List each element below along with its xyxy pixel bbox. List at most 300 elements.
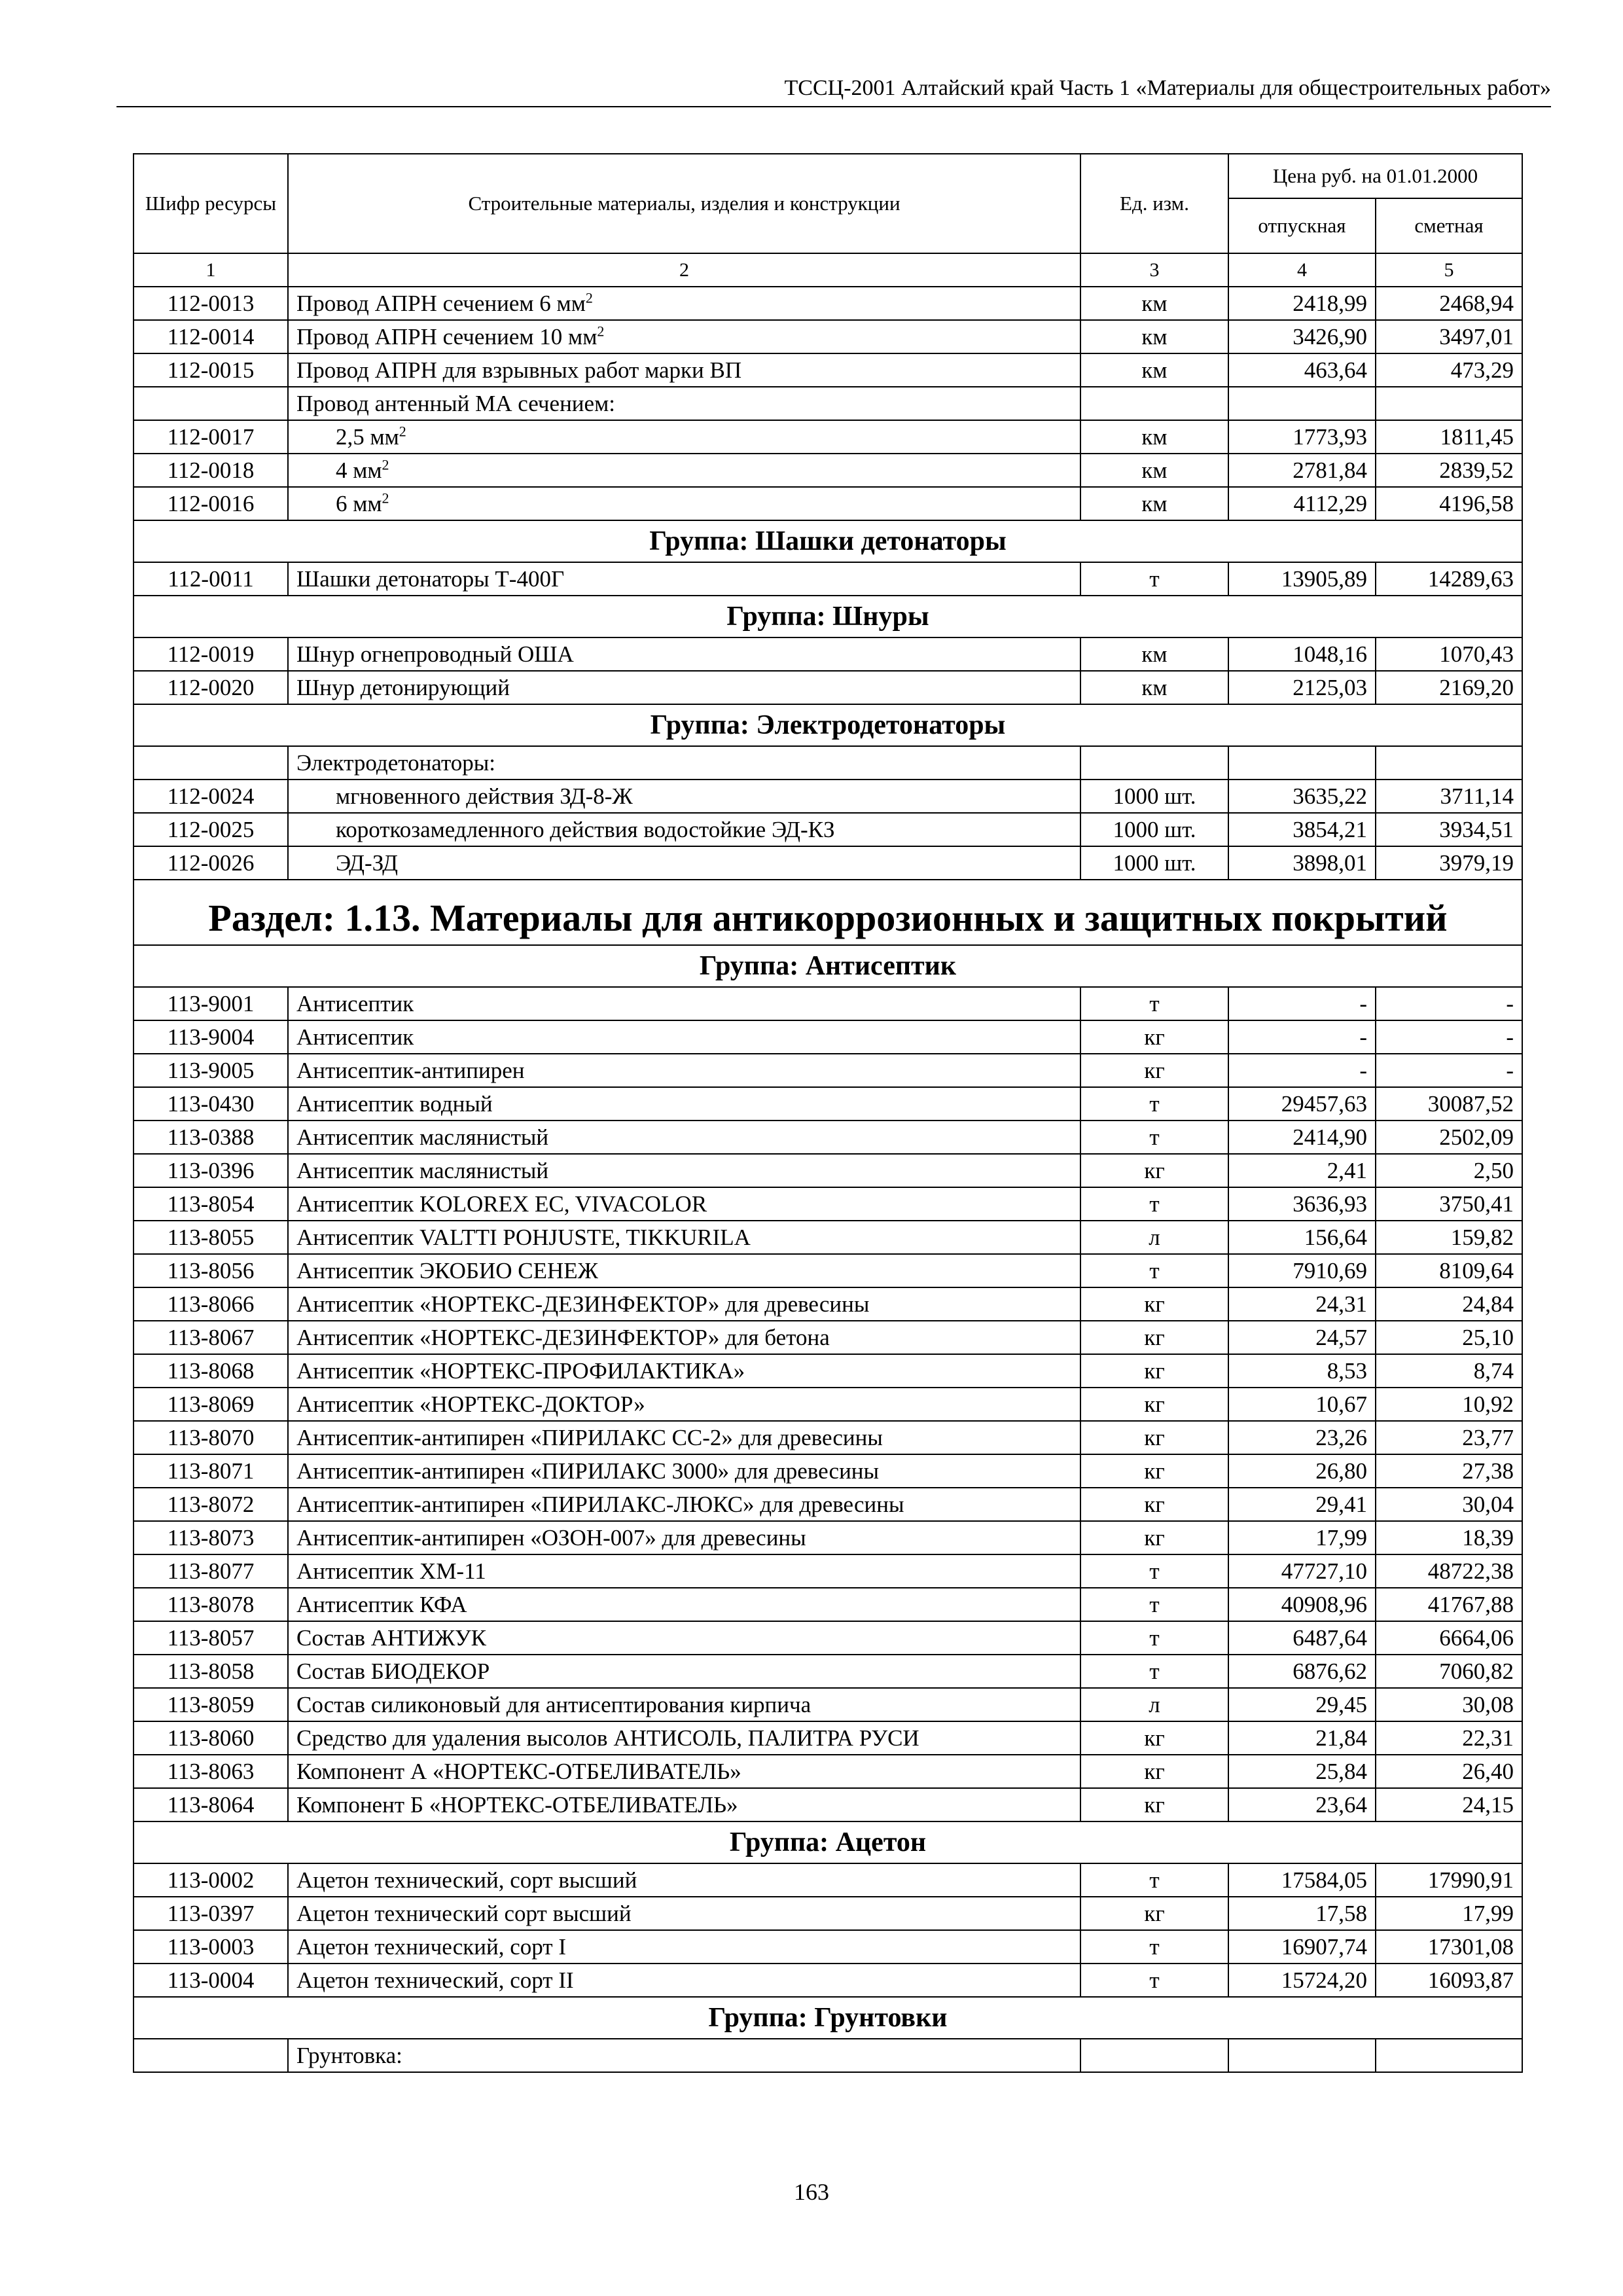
resource-code: 113-8070: [134, 1421, 288, 1454]
resource-code: 112-0014: [134, 320, 288, 353]
price-wholesale: [1228, 746, 1376, 780]
price-estimate: [1376, 746, 1522, 780]
price-estimate: 18,39: [1376, 1521, 1522, 1554]
unit-exponent: 2: [382, 490, 389, 507]
resource-code: 113-0002: [134, 1863, 288, 1897]
price-estimate: 23,77: [1376, 1421, 1522, 1454]
table-row: [134, 1421, 1522, 1454]
resource-code: 112-0013: [134, 287, 288, 320]
table-row: [134, 454, 1522, 487]
price-wholesale: 2125,03: [1228, 671, 1376, 704]
section-title: Раздел: 1.13. Материалы для антикоррозионных и защитных покрытий: [134, 880, 1522, 945]
unit: км: [1080, 420, 1228, 454]
material-name: Антисептик «НОРТЕКС-ДЕЗИНФЕКТОР» для бетона: [288, 1321, 1080, 1354]
unit: кг: [1080, 1154, 1228, 1187]
table-row: [134, 562, 1522, 596]
table-row: [134, 1897, 1522, 1930]
material-name: Провод АПРН для взрывных работ марки ВП: [288, 353, 1080, 387]
material-name: Антисептик-антипирен «ОЗОН-007» для древесины: [288, 1521, 1080, 1554]
table-row: [134, 1788, 1522, 1821]
running-header: ТССЦ-2001 Алтайский край Часть 1 «Материалы для общестроительных работ»: [116, 71, 1551, 107]
resource-code: 113-9004: [134, 1020, 288, 1054]
price-estimate: 7060,82: [1376, 1655, 1522, 1688]
price-wholesale: 40908,96: [1228, 1588, 1376, 1621]
price-wholesale: -: [1228, 1020, 1376, 1054]
unit-exponent: 2: [399, 423, 406, 440]
material-name: Антисептик-антипирен «ПИРИЛАКС 3000» для древесины: [288, 1454, 1080, 1488]
table-row: [134, 780, 1522, 813]
table-row: [134, 287, 1522, 320]
material-name: Антисептик-антипирен «ПИРИЛАКС-ЛЮКС» для древесины: [288, 1488, 1080, 1521]
resource-code: 113-0397: [134, 1897, 288, 1930]
resource-code: 113-0396: [134, 1154, 288, 1187]
unit: т: [1080, 1187, 1228, 1221]
unit: [1080, 2039, 1228, 2072]
table-row: [134, 1721, 1522, 1755]
price-estimate: 3979,19: [1376, 846, 1522, 880]
price-wholesale: [1228, 387, 1376, 420]
unit: [1080, 387, 1228, 420]
table-row: [134, 1554, 1522, 1588]
price-estimate: 2,50: [1376, 1154, 1522, 1187]
price-wholesale: 13905,89: [1228, 562, 1376, 596]
table-row: [134, 1655, 1522, 1688]
unit: кг: [1080, 1354, 1228, 1388]
price-estimate: 159,82: [1376, 1221, 1522, 1254]
material-name-text: Провод АПРН сечением 6 мм: [296, 291, 586, 316]
unit: л: [1080, 1221, 1228, 1254]
price-estimate: 14289,63: [1376, 562, 1522, 596]
unit: кг: [1080, 1721, 1228, 1755]
unit: кг: [1080, 1488, 1228, 1521]
material-name: короткозамедленного действия водостойкие ЭД-КЗ: [288, 813, 1080, 846]
resource-code: 112-0017: [134, 420, 288, 454]
unit: т: [1080, 1087, 1228, 1121]
price-estimate: 27,38: [1376, 1454, 1522, 1488]
unit: л: [1080, 1688, 1228, 1721]
material-name: Ацетон технический, сорт I: [288, 1930, 1080, 1964]
material-name: Электродетонаторы:: [288, 746, 1080, 780]
price-wholesale: 29,45: [1228, 1688, 1376, 1721]
table-row: [134, 1054, 1522, 1087]
resource-code: 113-9001: [134, 987, 288, 1020]
unit: т: [1080, 1121, 1228, 1154]
price-estimate: 6664,06: [1376, 1621, 1522, 1655]
table-row: [134, 1321, 1522, 1354]
column-number: 5: [1376, 253, 1522, 287]
material-name: Антисептик: [288, 1020, 1080, 1054]
table-row: [134, 2039, 1522, 2072]
price-estimate: 4196,58: [1376, 487, 1522, 520]
unit: т: [1080, 1863, 1228, 1897]
price-wholesale: 463,64: [1228, 353, 1376, 387]
price-estimate: 473,29: [1376, 353, 1522, 387]
resource-code: 113-8059: [134, 1688, 288, 1721]
material-name: Антисептик-антипирен: [288, 1054, 1080, 1087]
table-row: [134, 813, 1522, 846]
price-estimate: 3497,01: [1376, 320, 1522, 353]
unit: км: [1080, 353, 1228, 387]
price-table: [133, 153, 1523, 2073]
unit: т: [1080, 1655, 1228, 1688]
resource-code: 112-0016: [134, 487, 288, 520]
price-wholesale: 1048,16: [1228, 637, 1376, 671]
price-estimate: 1070,43: [1376, 637, 1522, 671]
group-title: Группа: Антисептик: [134, 945, 1522, 987]
price-estimate: 2502,09: [1376, 1121, 1522, 1154]
unit: кг: [1080, 1755, 1228, 1788]
price-estimate: 24,15: [1376, 1788, 1522, 1821]
price-estimate: 1811,45: [1376, 420, 1522, 454]
unit-exponent: 2: [585, 289, 593, 306]
material-name-text: 6 мм: [336, 491, 382, 516]
price-wholesale: 2781,84: [1228, 454, 1376, 487]
material-name: Антисептик-антипирен «ПИРИЛАКС СС-2» для древесины: [288, 1421, 1080, 1454]
resource-code: 112-0026: [134, 846, 288, 880]
material-name: Антисептик «НОРТЕКС-ДОКТОР»: [288, 1388, 1080, 1421]
material-name: Ацетон технический сорт высший: [288, 1897, 1080, 1930]
column-number: 1: [134, 253, 288, 287]
unit: км: [1080, 320, 1228, 353]
price-estimate: 8109,64: [1376, 1254, 1522, 1287]
price-estimate: 3750,41: [1376, 1187, 1522, 1221]
table-row: [134, 1254, 1522, 1287]
table-row: [134, 487, 1522, 520]
resource-code: 113-8072: [134, 1488, 288, 1521]
table-row: [134, 1930, 1522, 1964]
unit: км: [1080, 671, 1228, 704]
price-wholesale: 24,31: [1228, 1287, 1376, 1321]
price-wholesale: 17584,05: [1228, 1863, 1376, 1897]
price-wholesale: 23,26: [1228, 1421, 1376, 1454]
table-row: [134, 1121, 1522, 1154]
column-numbers-row: [134, 253, 1522, 287]
price-estimate: 2169,20: [1376, 671, 1522, 704]
price-estimate: 16093,87: [1376, 1964, 1522, 1997]
material-name: Антисептик: [288, 987, 1080, 1020]
unit: кг: [1080, 1321, 1228, 1354]
material-name: Антисептик КФА: [288, 1588, 1080, 1621]
table-header: [134, 154, 1522, 287]
unit: т: [1080, 1554, 1228, 1588]
resource-code: 112-0011: [134, 562, 288, 596]
material-name: Антисептик «НОРТЕКС-ДЕЗИНФЕКТОР» для древесины: [288, 1287, 1080, 1321]
resource-code: 113-8071: [134, 1454, 288, 1488]
price-wholesale: -: [1228, 1054, 1376, 1087]
table-row: [134, 637, 1522, 671]
price-wholesale: 23,64: [1228, 1788, 1376, 1821]
resource-code: 113-0003: [134, 1930, 288, 1964]
material-name: Антисептик ЭКОБИО СЕНЕЖ: [288, 1254, 1080, 1287]
price-wholesale: 4112,29: [1228, 487, 1376, 520]
table-row: [134, 1221, 1522, 1254]
unit: т: [1080, 987, 1228, 1020]
price-wholesale: 3635,22: [1228, 780, 1376, 813]
unit: кг: [1080, 1454, 1228, 1488]
resource-code: 113-8056: [134, 1254, 288, 1287]
price-estimate: 17301,08: [1376, 1930, 1522, 1964]
unit: км: [1080, 454, 1228, 487]
material-name: [288, 420, 1080, 454]
material-name: ЭД-ЗД: [288, 846, 1080, 880]
material-name: Состав силиконовый для антисептирования кирпича: [288, 1688, 1080, 1721]
table-row: [134, 1454, 1522, 1488]
column-number: 3: [1080, 253, 1228, 287]
price-estimate: 30,04: [1376, 1488, 1522, 1521]
table-row: [134, 1154, 1522, 1187]
unit: 1000 шт.: [1080, 813, 1228, 846]
material-name: Антисептик маслянистый: [288, 1121, 1080, 1154]
price-estimate: [1376, 387, 1522, 420]
price-wholesale: 2,41: [1228, 1154, 1376, 1187]
table-row: [134, 1087, 1522, 1121]
table-body: [134, 287, 1522, 2072]
table-row: [134, 353, 1522, 387]
unit: т: [1080, 1588, 1228, 1621]
group-title: Группа: Шнуры: [134, 596, 1522, 637]
resource-code: 113-8064: [134, 1788, 288, 1821]
resource-code: 113-9005: [134, 1054, 288, 1087]
resource-code: 112-0019: [134, 637, 288, 671]
price-estimate: 17,99: [1376, 1897, 1522, 1930]
group-heading-row: [134, 596, 1522, 637]
table-row: [134, 1621, 1522, 1655]
unit: т: [1080, 1621, 1228, 1655]
column-number: 2: [288, 253, 1080, 287]
material-name: мгновенного действия ЗД-8-Ж: [288, 780, 1080, 813]
table-row: [134, 1354, 1522, 1388]
price-wholesale: 21,84: [1228, 1721, 1376, 1755]
unit: 1000 шт.: [1080, 846, 1228, 880]
price-estimate: 24,84: [1376, 1287, 1522, 1321]
price-wholesale: 6487,64: [1228, 1621, 1376, 1655]
price-wholesale: 8,53: [1228, 1354, 1376, 1388]
price-wholesale: 24,57: [1228, 1321, 1376, 1354]
resource-code: 113-8077: [134, 1554, 288, 1588]
price-wholesale: 2414,90: [1228, 1121, 1376, 1154]
material-name: Компонент Б «НОРТЕКС-ОТБЕЛИВАТЕЛЬ»: [288, 1788, 1080, 1821]
material-name: Шашки детонаторы Т-400Г: [288, 562, 1080, 596]
resource-code: 113-8054: [134, 1187, 288, 1221]
price-wholesale: 3636,93: [1228, 1187, 1376, 1221]
resource-code: 113-8063: [134, 1755, 288, 1788]
resource-code: 113-0388: [134, 1121, 288, 1154]
price-estimate: 17990,91: [1376, 1863, 1522, 1897]
material-name: Ацетон технический, сорт II: [288, 1964, 1080, 1997]
price-wholesale: 156,64: [1228, 1221, 1376, 1254]
unit: т: [1080, 1254, 1228, 1287]
price-wholesale: 29,41: [1228, 1488, 1376, 1521]
material-name-text: Провод АПРН сечением 10 мм: [296, 324, 597, 350]
price-wholesale: 3898,01: [1228, 846, 1376, 880]
resource-code: 112-0018: [134, 454, 288, 487]
price-wholesale: 3854,21: [1228, 813, 1376, 846]
header-unit: Ед. изм.: [1080, 154, 1228, 253]
price-wholesale: 7910,69: [1228, 1254, 1376, 1287]
material-name: Антисептик маслянистый: [288, 1154, 1080, 1187]
group-heading-row: [134, 520, 1522, 562]
table-row: [134, 1521, 1522, 1554]
unit: 1000 шт.: [1080, 780, 1228, 813]
column-number: 4: [1228, 253, 1376, 287]
material-name: Антисептик водный: [288, 1087, 1080, 1121]
header-code: Шифр ресурсы: [134, 154, 288, 253]
price-estimate: 3934,51: [1376, 813, 1522, 846]
resource-code: 113-8057: [134, 1621, 288, 1655]
resource-code: 113-8058: [134, 1655, 288, 1688]
header-price: Цена руб. на 01.01.2000: [1228, 154, 1522, 198]
price-estimate: 2839,52: [1376, 454, 1522, 487]
price-wholesale: 16907,74: [1228, 1930, 1376, 1964]
header-estimate: сметная: [1376, 198, 1522, 253]
table-row: [134, 420, 1522, 454]
material-name: Антисептик «НОРТЕКС-ПРОФИЛАКТИКА»: [288, 1354, 1080, 1388]
price-estimate: 10,92: [1376, 1388, 1522, 1421]
material-name: [288, 287, 1080, 320]
resource-code: 113-0004: [134, 1964, 288, 1997]
material-name: [288, 487, 1080, 520]
resource-code: 113-8067: [134, 1321, 288, 1354]
material-name: Антисептик KOLOREX EC, VIVACOLOR: [288, 1187, 1080, 1221]
price-wholesale: 17,99: [1228, 1521, 1376, 1554]
material-name: [288, 454, 1080, 487]
price-estimate: 48722,38: [1376, 1554, 1522, 1588]
unit: кг: [1080, 1287, 1228, 1321]
price-estimate: 2468,94: [1376, 287, 1522, 320]
resource-code: 113-8060: [134, 1721, 288, 1755]
price-wholesale: 1773,93: [1228, 420, 1376, 454]
price-estimate: -: [1376, 987, 1522, 1020]
price-wholesale: 17,58: [1228, 1897, 1376, 1930]
unit: т: [1080, 1964, 1228, 1997]
table-row: [134, 1187, 1522, 1221]
section-heading-row: [134, 880, 1522, 945]
group-heading-row: [134, 945, 1522, 987]
unit: т: [1080, 562, 1228, 596]
material-name: Провод антенный МА сечением:: [288, 387, 1080, 420]
price-estimate: -: [1376, 1020, 1522, 1054]
unit: км: [1080, 487, 1228, 520]
table-row: [134, 1388, 1522, 1421]
unit: т: [1080, 1930, 1228, 1964]
group-heading-row: [134, 704, 1522, 746]
group-title: Группа: Шашки детонаторы: [134, 520, 1522, 562]
resource-code: 113-8055: [134, 1221, 288, 1254]
material-name: Компонент А «НОРТЕКС-ОТБЕЛИВАТЕЛЬ»: [288, 1755, 1080, 1788]
unit: кг: [1080, 1054, 1228, 1087]
table-row: [134, 387, 1522, 420]
price-wholesale: 6876,62: [1228, 1655, 1376, 1688]
table-row: [134, 320, 1522, 353]
price-estimate: 41767,88: [1376, 1588, 1522, 1621]
price-wholesale: -: [1228, 987, 1376, 1020]
table-row: [134, 1755, 1522, 1788]
price-estimate: 8,74: [1376, 1354, 1522, 1388]
table-row: [134, 1964, 1522, 1997]
table-row: [134, 1020, 1522, 1054]
material-name: Состав АНТИЖУК: [288, 1621, 1080, 1655]
resource-code: 113-8068: [134, 1354, 288, 1388]
table-row: [134, 746, 1522, 780]
resource-code: 112-0024: [134, 780, 288, 813]
resource-code: 112-0015: [134, 353, 288, 387]
resource-code: [134, 2039, 288, 2072]
price-estimate: 3711,14: [1376, 780, 1522, 813]
price-estimate: 30087,52: [1376, 1087, 1522, 1121]
table-row: [134, 671, 1522, 704]
price-wholesale: 2418,99: [1228, 287, 1376, 320]
material-name: Состав БИОДЕКОР: [288, 1655, 1080, 1688]
price-wholesale: 10,67: [1228, 1388, 1376, 1421]
material-name: Ацетон технический, сорт высший: [288, 1863, 1080, 1897]
header-wholesale: отпускная: [1228, 198, 1376, 253]
group-heading-row: [134, 1997, 1522, 2039]
table-row: [134, 846, 1522, 880]
header-name: Строительные материалы, изделия и конструкции: [288, 154, 1080, 253]
unit: кг: [1080, 1521, 1228, 1554]
price-wholesale: 15724,20: [1228, 1964, 1376, 1997]
price-estimate: [1376, 2039, 1522, 2072]
unit: кг: [1080, 1020, 1228, 1054]
table-row: [134, 1287, 1522, 1321]
table-row: [134, 1488, 1522, 1521]
price-estimate: -: [1376, 1054, 1522, 1087]
material-name: [288, 320, 1080, 353]
group-title: Группа: Электродетонаторы: [134, 704, 1522, 746]
unit: км: [1080, 287, 1228, 320]
table-row: [134, 1863, 1522, 1897]
unit-exponent: 2: [597, 323, 605, 340]
resource-code: 113-8069: [134, 1388, 288, 1421]
unit: кг: [1080, 1388, 1228, 1421]
resource-code: 113-8073: [134, 1521, 288, 1554]
group-heading-row: [134, 1821, 1522, 1863]
resource-code: 113-8066: [134, 1287, 288, 1321]
resource-code: [134, 387, 288, 420]
unit: кг: [1080, 1897, 1228, 1930]
price-estimate: 25,10: [1376, 1321, 1522, 1354]
unit: км: [1080, 637, 1228, 671]
unit: кг: [1080, 1788, 1228, 1821]
unit: кг: [1080, 1421, 1228, 1454]
price-estimate: 22,31: [1376, 1721, 1522, 1755]
material-name: Шнур детонирующий: [288, 671, 1080, 704]
price-wholesale: 26,80: [1228, 1454, 1376, 1488]
material-name: Антисептик VALTTI POHJUSTE, TIKKURILA: [288, 1221, 1080, 1254]
unit: [1080, 746, 1228, 780]
price-wholesale: 47727,10: [1228, 1554, 1376, 1588]
price-wholesale: 3426,90: [1228, 320, 1376, 353]
material-name: Антисептик ХМ-11: [288, 1554, 1080, 1588]
price-wholesale: 25,84: [1228, 1755, 1376, 1788]
group-title: Группа: Ацетон: [134, 1821, 1522, 1863]
unit-exponent: 2: [382, 456, 389, 473]
table-row: [134, 1688, 1522, 1721]
resource-code: 113-0430: [134, 1087, 288, 1121]
resource-code: 113-8078: [134, 1588, 288, 1621]
group-title: Группа: Грунтовки: [134, 1997, 1522, 2039]
resource-code: [134, 746, 288, 780]
price-wholesale: [1228, 2039, 1376, 2072]
price-estimate: 30,08: [1376, 1688, 1522, 1721]
page-number: 163: [794, 2179, 829, 2205]
table-row: [134, 987, 1522, 1020]
material-name-text: 4 мм: [336, 457, 382, 483]
price-estimate: 26,40: [1376, 1755, 1522, 1788]
material-name: Средство для удаления высолов АНТИСОЛЬ, ПАЛИТРА РУСИ: [288, 1721, 1080, 1755]
price-wholesale: 29457,63: [1228, 1087, 1376, 1121]
resource-code: 112-0025: [134, 813, 288, 846]
